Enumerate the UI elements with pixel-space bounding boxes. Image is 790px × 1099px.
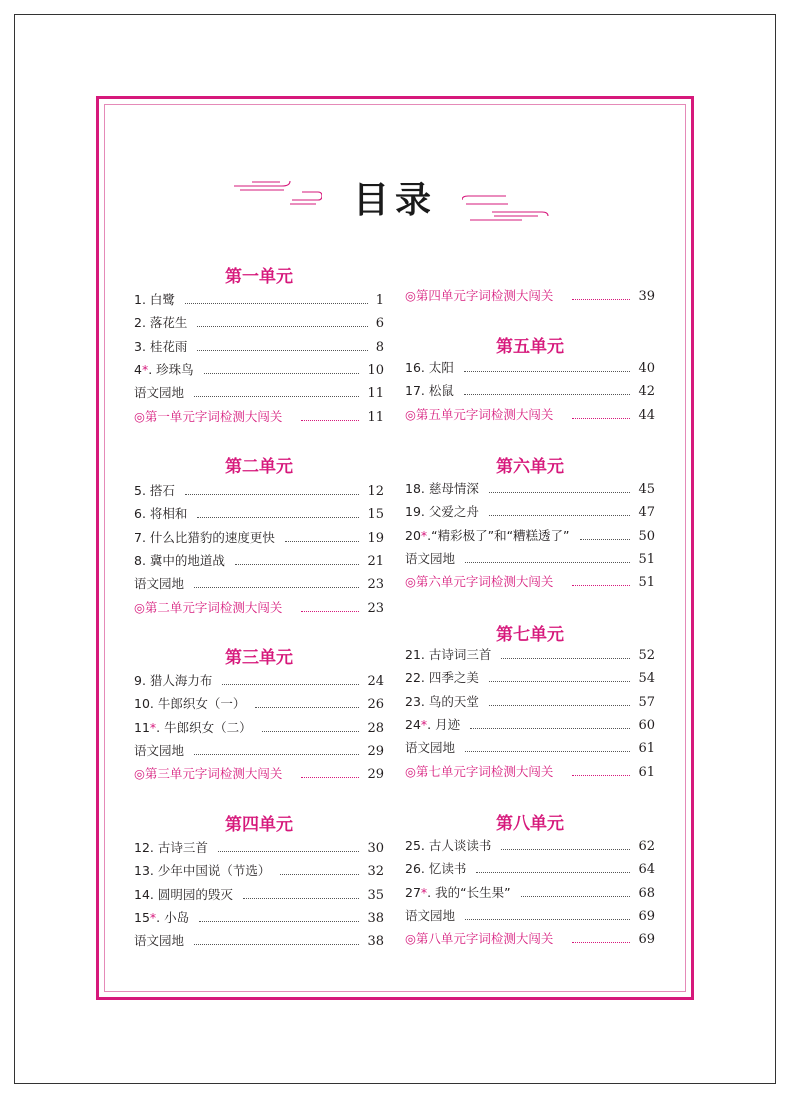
leader-dots [218, 850, 360, 852]
toc-entry[interactable] [405, 690, 655, 710]
page-number: 45 [638, 482, 655, 497]
leader-dots [194, 943, 359, 945]
entry-label [405, 738, 455, 756]
entry-number: 4 [134, 361, 142, 377]
entry-label [405, 668, 479, 686]
entry-title: 圆明园的毁灭 [157, 886, 233, 902]
toc-entry[interactable] [134, 906, 384, 926]
toc-entry[interactable] [134, 716, 384, 736]
toc-entry[interactable] [134, 335, 384, 355]
leader-dots [572, 298, 630, 300]
entry-label [405, 645, 491, 663]
toc-entry[interactable] [405, 881, 655, 901]
bullet-icon: ◎ [405, 763, 416, 779]
toc-entry[interactable] [405, 500, 655, 520]
entry-title: 慈母情深 [428, 481, 479, 496]
toc-entry[interactable] [134, 549, 384, 569]
toc-entry[interactable] [405, 643, 655, 663]
entry-number: 13. [134, 863, 158, 879]
toc-entry[interactable] [405, 379, 655, 399]
entry-label [405, 859, 466, 877]
leader-dots [255, 706, 359, 708]
entry-title: 语文园地 [405, 907, 456, 923]
leader-dots [197, 516, 359, 518]
entry-number: 24 [405, 716, 421, 732]
page-number: 61 [638, 741, 655, 757]
toc-entry[interactable] [405, 834, 655, 854]
entry-title: 第二单元字词检测大闯关 [144, 599, 283, 615]
entry-title: 语文园地 [134, 933, 185, 949]
toc-entry[interactable] [134, 311, 384, 331]
page-title: 目录 [352, 179, 437, 221]
entry-title: 第六单元字词检测大闯关 [415, 574, 554, 590]
entry-title: 鸟的天堂 [428, 693, 479, 709]
entry-title: 古诗三首 [157, 840, 208, 855]
bullet-icon: ◎ [134, 408, 145, 424]
page-number: 47 [638, 505, 655, 521]
entry-number: 8. [134, 552, 150, 568]
entry-label [134, 885, 233, 903]
leader-dots [194, 753, 359, 755]
entry-title: 第四单元字词检测大闯关 [415, 288, 554, 303]
leader-dots [194, 586, 359, 588]
leader-dots [501, 657, 630, 659]
toc-entry[interactable] [134, 572, 384, 592]
leader-dots [501, 848, 630, 850]
leader-dots [580, 538, 631, 540]
unit-heading: 第三单元 [225, 648, 293, 668]
entry-label [134, 313, 187, 331]
entry-title: 语文园地 [134, 385, 185, 401]
entry-title: 第八单元字词检测大闯关 [415, 931, 554, 947]
unit-heading: 第七单元 [496, 625, 564, 645]
entry-label [134, 718, 252, 736]
leader-dots [262, 730, 360, 732]
page-number: 23 [367, 577, 384, 593]
entry-label [405, 762, 553, 780]
leader-dots [465, 918, 630, 920]
page-number: 12 [367, 484, 384, 499]
entry-title: .“精彩极了”和“糟糕透了” [427, 527, 570, 543]
entry-title: 将相和 [149, 506, 188, 522]
unit-heading: 第二单元 [225, 457, 293, 477]
entry-number: 6. [134, 506, 150, 522]
page-number: 69 [638, 932, 655, 948]
toc-quiz-entry[interactable] [134, 762, 384, 782]
toc-entry[interactable] [134, 479, 384, 499]
entry-number: 17. [405, 383, 429, 399]
entry-number: 19. [405, 504, 429, 520]
leader-dots [185, 302, 368, 304]
entry-label [134, 741, 184, 759]
toc-entry[interactable] [134, 669, 384, 689]
bullet-icon: ◎ [134, 766, 145, 782]
entry-number: 18. [405, 481, 429, 496]
page-number: 1 [375, 293, 384, 308]
entry-label [405, 836, 491, 854]
entry-title: 第七单元字词检测大闯关 [415, 763, 554, 779]
page-number: 50 [638, 528, 655, 544]
leader-dots [489, 491, 631, 493]
toc-quiz-entry[interactable] [405, 284, 655, 304]
toc-entry[interactable] [405, 736, 655, 756]
entry-title: 冀中的地道战 [149, 552, 225, 568]
entry-title: 落花生 [149, 315, 188, 331]
toc-quiz-entry[interactable] [405, 927, 655, 947]
entry-label [405, 549, 455, 567]
entry-label [134, 574, 184, 592]
leader-dots [243, 897, 360, 899]
entry-title: 语文园地 [405, 550, 456, 566]
entry-title: 第三单元字词检测大闯关 [144, 766, 283, 782]
leader-dots [465, 750, 630, 752]
page-number: 44 [638, 407, 655, 423]
entry-title: 古诗词三首 [428, 647, 492, 662]
page-number: 30 [367, 841, 384, 856]
leader-dots [476, 871, 630, 873]
page-number: 52 [638, 648, 655, 663]
entry-number: 5. [134, 483, 150, 498]
page-number: 62 [638, 839, 655, 854]
entry-label [405, 572, 553, 590]
star-marker: * [149, 909, 157, 925]
entry-label [134, 908, 189, 926]
page-number: 54 [638, 671, 655, 687]
unit-heading: 第一单元 [225, 267, 293, 287]
leader-dots [465, 561, 630, 563]
entry-title: 什么比猎豹的速度更快 [149, 529, 275, 545]
entry-number: 22. [405, 670, 429, 686]
toc-entry[interactable] [134, 381, 384, 401]
unit-heading: 第四单元 [225, 815, 293, 835]
leader-dots [572, 774, 630, 776]
entry-title: 牛郎织女（一） [157, 696, 246, 712]
leader-dots [235, 563, 360, 565]
leader-dots [572, 417, 630, 419]
entry-label [405, 286, 553, 304]
entry-number: 15 [134, 909, 150, 925]
toc-quiz-entry[interactable] [405, 403, 655, 423]
page-number: 42 [638, 384, 655, 400]
entry-label [405, 692, 479, 710]
page-number: 19 [367, 530, 384, 546]
leader-dots [489, 680, 631, 682]
entry-label [134, 694, 245, 712]
entry-label [405, 479, 479, 497]
toc-quiz-entry[interactable] [134, 405, 384, 425]
toc-entry[interactable] [405, 666, 655, 686]
entry-title: 古人谈读书 [428, 838, 492, 853]
entry-label [405, 405, 553, 423]
toc-entry[interactable] [405, 547, 655, 567]
page-number: 11 [367, 386, 384, 402]
entry-title: . 珍珠鸟 [148, 361, 194, 377]
entry-title: . 牛郎织女（二） [156, 719, 252, 735]
entry-title: 语文园地 [134, 742, 185, 758]
page-number: 21 [367, 553, 384, 569]
entry-number: 27 [405, 884, 421, 900]
entry-label [134, 528, 275, 546]
entry-label [134, 861, 270, 879]
unit-heading: 第五单元 [496, 337, 564, 357]
page-number: 38 [367, 934, 384, 950]
page-number: 38 [367, 910, 384, 926]
page-number: 28 [367, 720, 384, 736]
entry-title: 少年中国说（节选） [157, 863, 271, 879]
entry-title: 忆读书 [428, 861, 467, 877]
entry-title: . 我的“长生果” [427, 884, 511, 900]
toc-entry[interactable] [405, 477, 655, 497]
entry-label [134, 407, 282, 425]
entry-label [134, 504, 187, 522]
entry-label [134, 551, 225, 569]
leader-dots [199, 920, 359, 922]
page-number: 57 [638, 694, 655, 710]
entry-number: 20 [405, 527, 421, 543]
page-number: 51 [638, 575, 655, 591]
entry-title: 第一单元字词检测大闯关 [144, 408, 283, 424]
toc-entry[interactable] [134, 692, 384, 712]
toc-entry[interactable] [134, 929, 384, 949]
entry-title: . 小岛 [156, 909, 190, 925]
page-number: 69 [638, 908, 655, 924]
entry-label [405, 883, 511, 901]
page-number: 29 [367, 743, 384, 759]
entry-label [405, 526, 570, 544]
leader-dots [285, 540, 360, 542]
entry-number: 9. [134, 673, 150, 688]
star-marker: * [420, 527, 428, 543]
entry-number: 14. [134, 886, 158, 902]
toc-entry[interactable] [134, 288, 384, 308]
toc-entry[interactable] [405, 904, 655, 924]
toc-entry[interactable] [134, 358, 384, 378]
page-number: 61 [638, 764, 655, 780]
leader-dots [301, 610, 359, 612]
entry-title: . 月迹 [427, 716, 461, 732]
entry-number: 23. [405, 693, 429, 709]
page-number: 24 [367, 674, 384, 689]
page-number: 15 [367, 507, 384, 523]
entry-label [405, 715, 460, 733]
toc-quiz-entry[interactable] [405, 570, 655, 590]
entry-label [134, 838, 208, 856]
entry-title: 猎人海力布 [149, 673, 213, 688]
page-number: 11 [367, 409, 384, 425]
toc-entry[interactable] [405, 713, 655, 733]
entry-title: 语文园地 [405, 740, 456, 756]
page-number: 10 [367, 362, 384, 378]
leader-dots [464, 370, 631, 372]
leader-dots [470, 727, 630, 729]
toc-entry[interactable] [134, 859, 384, 879]
bullet-icon: ◎ [405, 574, 416, 590]
page-number: 64 [638, 862, 655, 878]
entry-title: 第五单元字词检测大闯关 [415, 406, 554, 422]
entry-label [405, 502, 479, 520]
page-number: 8 [375, 339, 384, 355]
entry-number: 25. [405, 838, 429, 853]
bullet-icon: ◎ [405, 931, 416, 947]
star-marker: * [149, 719, 157, 735]
toc-entry[interactable] [134, 836, 384, 856]
toc-entry[interactable] [134, 502, 384, 522]
leader-dots [489, 514, 631, 516]
entry-title: 白鹭 [149, 292, 175, 307]
entry-label [134, 931, 184, 949]
leader-dots [572, 941, 630, 943]
entry-title: 父爱之舟 [428, 504, 479, 520]
entry-label [134, 764, 282, 782]
entry-title: 松鼠 [428, 383, 454, 399]
page-number: 29 [367, 767, 384, 783]
entry-title: 四季之美 [428, 670, 479, 686]
leader-dots [572, 584, 630, 586]
entry-label [134, 481, 175, 499]
bullet-icon: ◎ [134, 599, 145, 615]
entry-label [134, 337, 187, 355]
leader-dots [194, 395, 359, 397]
leader-dots [280, 873, 359, 875]
toc-entry[interactable] [405, 857, 655, 877]
page-number: 51 [638, 551, 655, 567]
leader-dots [197, 325, 367, 327]
entry-label [405, 358, 454, 376]
entry-label [405, 929, 553, 947]
entry-number: 2. [134, 315, 150, 331]
bullet-icon: ◎ [405, 288, 416, 303]
entry-number: 11 [134, 719, 150, 735]
toc-entry[interactable] [134, 883, 384, 903]
star-marker: * [141, 361, 149, 377]
entry-label [405, 906, 455, 924]
entry-title: 语文园地 [134, 576, 185, 592]
toc-entry[interactable] [134, 526, 384, 546]
leader-dots [204, 372, 360, 374]
toc-entry[interactable] [405, 524, 655, 544]
entry-title: 桂花雨 [149, 338, 188, 354]
leader-dots [222, 683, 359, 685]
entry-label [134, 360, 194, 378]
bullet-icon: ◎ [405, 406, 416, 422]
entry-number: 7. [134, 529, 150, 545]
leader-dots [197, 349, 367, 351]
toc-entry[interactable] [134, 739, 384, 759]
entry-number: 21. [405, 647, 429, 662]
entry-number: 10. [134, 696, 158, 712]
entry-title: 搭石 [149, 483, 175, 498]
leader-dots [301, 419, 359, 421]
entry-title: 太阳 [428, 360, 454, 375]
leader-dots [301, 776, 359, 778]
leader-dots [185, 493, 360, 495]
page-number: 60 [638, 717, 655, 733]
page-number: 39 [638, 289, 655, 304]
entry-label [134, 383, 184, 401]
page-number: 32 [367, 864, 384, 880]
leader-dots [489, 704, 631, 706]
star-marker: * [420, 884, 428, 900]
page-number: 40 [638, 361, 655, 376]
unit-heading: 第六单元 [496, 457, 564, 477]
entry-number: 16. [405, 360, 429, 375]
toc-entry[interactable] [405, 356, 655, 376]
entry-number: 12. [134, 840, 158, 855]
entry-label [134, 598, 282, 616]
toc-quiz-entry[interactable] [134, 596, 384, 616]
star-marker: * [420, 716, 428, 732]
entry-number: 1. [134, 292, 150, 307]
page-number: 6 [375, 316, 384, 332]
page-number: 23 [367, 600, 384, 616]
entry-number: 3. [134, 338, 150, 354]
leader-dots [464, 393, 631, 395]
unit-heading: 第八单元 [496, 814, 564, 834]
leader-dots [521, 895, 631, 897]
page-number: 35 [367, 887, 384, 903]
page-number: 26 [367, 697, 384, 713]
toc-quiz-entry[interactable] [405, 760, 655, 780]
entry-label [134, 671, 212, 689]
page-number: 68 [638, 885, 655, 901]
entry-number: 26. [405, 861, 429, 877]
entry-label [134, 290, 175, 308]
entry-label [405, 381, 454, 399]
